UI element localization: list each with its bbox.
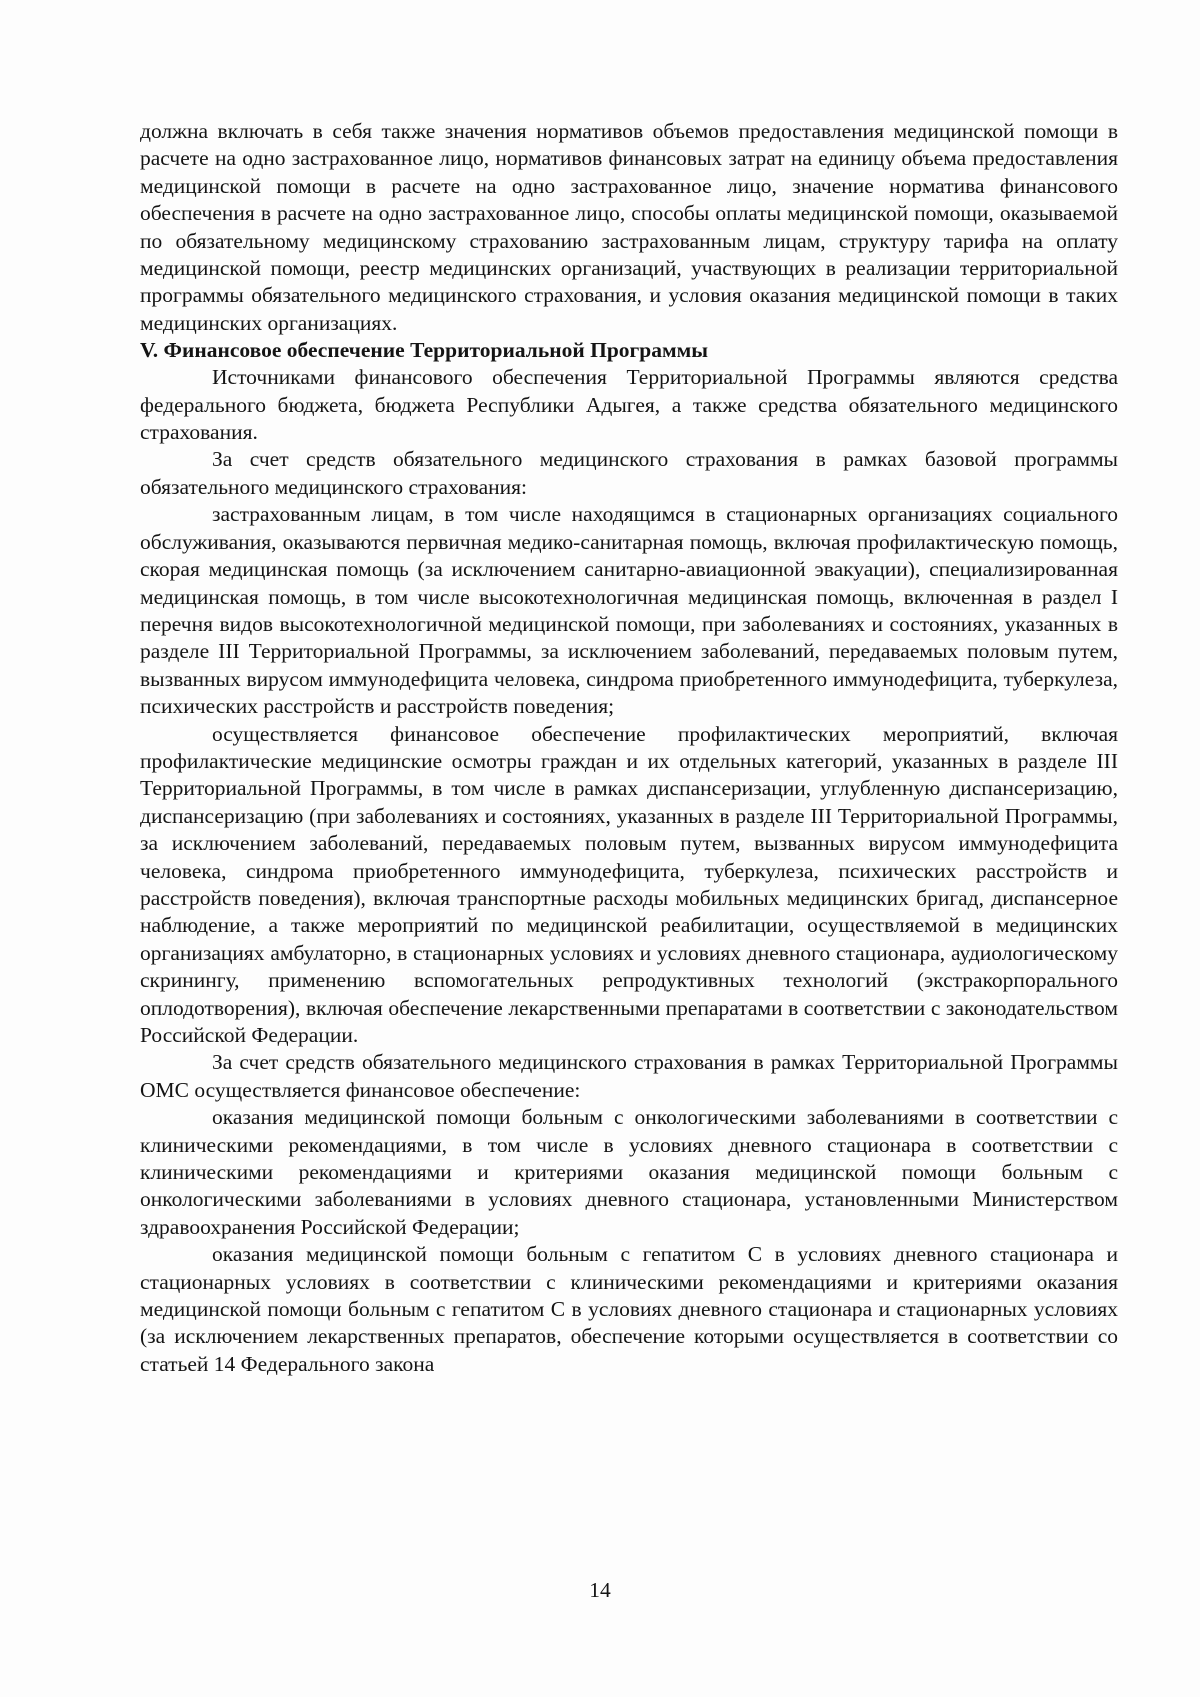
page-body: [140, 118, 1118, 1378]
page-number: 14: [589, 1578, 611, 1602]
paragraph-sources: Источниками финансового обеспечения Территориальной Программы являются средства федерального бюджета, бюджета Республики Адыгея, а также средства обязательного медицинского страхования.: [140, 365, 1118, 445]
paragraph-oncology: оказания медицинской помощи больным с онкологическими заболеваниями в соответствии с клиническими рекомендациями, в том числе в условиях дневного стационара в соответствии с клиническими рекомендациями и критериями оказания медицинской помощи больным с онкологическими заболеваниями в условиях дневного стационара, установленными Министерством здравоохранения Российской Федерации;: [140, 1105, 1118, 1239]
intro-paragraph: должна включать в себя также значения нормативов объемов предоставления медицинской помощи в расчете на одно застрахованное лицо, нормативов финансовых затрат на единицу объема предоставления медицинской помощи в расчете на одно застрахованное лицо, значение норматива финансового обеспечения в расчете на одно застрахованное лицо, способы оплаты медицинской помощи, оказываемой по обязательному медицинскому страхованию застрахованным лицам, структуру тарифа на оплату медицинской помощи, реестр медицинских организаций, участвующих в реализации территориальной программы обязательного медицинского страхования, и условия оказания медицинской помощи в таких медицинских организациях.: [140, 119, 1118, 335]
paragraph-territorial-program: За счет средств обязательного медицинского страхования в рамках Территориальной Программы ОМС осуществляется финансовое обеспечение:: [140, 1050, 1118, 1102]
paragraph-preventive-measures: осуществляется финансовое обеспечение профилактических мероприятий, включая профилактические медицинские осмотры граждан и их отдельных категорий, указанных в разделе III Территориальной Программы, в том числе в рамках диспансеризации, углубленную диспансеризацию, диспансеризацию (при заболеваниях и состояниях, указанных в разделе III Территориальной Программы, за исключением заболеваний, передаваемых половым путем, вызванных вирусом иммунодефицита человека, синдрома приобретенного иммунодефицита, туберкулеза, психических расстройств и расстройств поведения), включая транспортные расходы мобильных медицинских бригад, диспансерное наблюдение, а также мероприятий по медицинской реабилитации, осуществляемой в медицинских организациях амбулаторно, в стационарных условиях и условиях дневного стационара, аудиологическому скринингу, применению вспомогательных репродуктивных технологий (экстракорпорального оплодотворения), включая обеспечение лекарственными препаратами в соответствии с законодательством Российской Федерации.: [140, 721, 1118, 1047]
paragraph-hepatitis: оказания медицинской помощи больным с гепатитом С в условиях дневного стационара и стационарных условиях в соответствии с клиническими рекомендациями и критериями оказания медицинской помощи больным с гепатитом С в условиях дневного стационара и стационарных условиях (за исключением лекарственных препаратов, обеспечение которыми осуществляется в соответствии со статьей 14 Федерального закона: [140, 1242, 1118, 1376]
section-title: V. Финансовое обеспечение Территориальной Программы: [140, 338, 709, 363]
paragraph-insured-persons: застрахованным лицам, в том числе находящимся в стационарных организациях социального обслуживания, оказываются первичная медико-санитарная помощь, включая профилактическую помощь, скорая медицинская помощь (за исключением санитарно-авиационной эвакуации), специализированная медицинская помощь, в том числе высокотехнологичная медицинская помощь, включенная в раздел I перечня видов высокотехнологичной медицинской помощи, при заболеваниях и состояниях, указанных в разделе III Территориальной Программы, за исключением заболеваний, передаваемых половым путем, вызванных вирусом иммунодефицита человека, синдрома приобретенного иммунодефицита, туберкулеза, психических расстройств и расстройств поведения;: [140, 502, 1118, 719]
paragraph-basic-program: За счет средств обязательного медицинского страхования в рамках базовой программы обязательного медицинского страхования:: [140, 447, 1118, 499]
